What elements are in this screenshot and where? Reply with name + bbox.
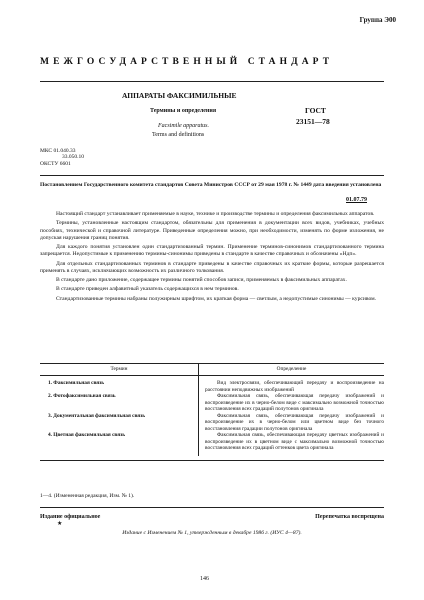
code-okstu: ОКСТУ 6601: [40, 160, 71, 167]
term-cell: 1. Факсимильная связь: [40, 376, 199, 394]
edition-label: Издание официальное: [40, 514, 101, 520]
divider: [40, 175, 384, 176]
definition-text: Факсимильная связь, обеспечивающая передачу изображений и воспроизведение их в черно-белом виде с максимально возможной точностью восстановления всех градаций полутонов оригинала: [205, 393, 384, 412]
column-header-definition: Определение: [199, 364, 385, 376]
code-mks-2: 33.050.10: [62, 154, 84, 161]
term-cell: 2. Фотофаксимильная связь: [40, 393, 199, 413]
column-header-term: Термин: [40, 364, 199, 376]
definition-text: Факсимильная связь, обеспечивающая передачу цветных изображений и воспроизведение их в цветном виде с максимально возможной точностью восстановления всех градаций оттенков цвета оригинала: [205, 432, 384, 451]
divider: [40, 81, 384, 82]
definition-cell: [199, 376, 385, 394]
divider: [40, 507, 384, 508]
definition-text: Вид электросвязи, обеспечивающий передачу и воспроизведение на расстоянии неподвижных изображений: [205, 380, 384, 393]
paragraph: Настоящий стандарт устанавливает применяемые в науке, технике и производстве термины и определения факсимильных аппаратов.: [56, 211, 375, 217]
table-bottom-rule: [40, 460, 384, 461]
paragraph: В стандарте дано приложение, содержащее термины понятий способов записи, применяемых в факсимильных аппаратах.: [56, 277, 347, 283]
table-row: [40, 393, 384, 413]
term-cell: 3. Документальная факсимильная связь: [40, 413, 199, 433]
body-text: [40, 211, 384, 305]
classification-codes: [40, 148, 84, 167]
changes-note: Издание с Изменением № 1, утвержденным в декабре 1986 г. (ИУС 4—87).: [122, 530, 302, 536]
terms-table: [40, 363, 384, 456]
table-row: [40, 376, 384, 394]
paragraph: В стандарте приведен алфавитный указатель содержащихся в нем терминов.: [56, 286, 239, 293]
term-cell: 4. Цветная факсимильная связь: [40, 432, 199, 456]
gost-label: ГОСТ: [305, 106, 326, 115]
effective-date: 01.07.79: [346, 197, 367, 203]
definition-text: Факсимильная связь, обеспечивающая передачу изображений и воспроизведение их в черно-белом или цветном виде без точного восстановления градации полутонов оригинала: [205, 412, 384, 432]
star-icon: ★: [57, 521, 63, 527]
english-subtitle: Terms and definitions: [152, 132, 205, 138]
table-row: [40, 413, 384, 433]
group-code: Группа Э00: [359, 16, 396, 24]
paragraph: Термины, установленные настоящим стандартом, обязательны для применения в документации всех видов, учебниках, учебных пособиях, технической и справочной литературе. Приведенные определения можно, при необходимости, изменять по форме изложения, не допуская нарушения границ понятия.: [40, 220, 384, 241]
paragraph: Для отдельных стандартизованных терминов в стандарте приведены в качестве справочных их краткие формы, которые разрешается применять в случаях, исключающих возможность их различного толкования.: [40, 260, 384, 274]
document-subtitle: Термины и определения: [150, 108, 217, 114]
decree-text: Постановлением Государственного комитета стандартов Совета Министров СССР от 29 мая 1978 г. № 1449 дата введения установлена: [40, 182, 382, 188]
paragraph: Стандартизованные термины набраны полужирным шрифтом, их краткая форма — светлым, а недопустимые синонимы — курсивом.: [56, 295, 377, 302]
page-number: 146: [200, 576, 209, 582]
document-title: АППАРАТЫ ФАКСИМИЛЬНЫЕ: [122, 91, 237, 100]
paragraph: Для каждого понятия установлен один стандартизованный термин. Применение терминов-синонимов стандартизованного термина запрещается. Недопустимые к применению термины-синонимы приведены в стандарте в качестве справочных и обозначены «Ндп».: [40, 244, 384, 258]
english-title: Facsimile apparatus.: [158, 123, 209, 129]
table-header-row: [40, 364, 384, 376]
gost-number: 23151—78: [296, 117, 330, 126]
interstate-standard-heading: МЕЖГОСУДАРСТВЕННЫЙ СТАНДАРТ: [40, 57, 334, 67]
table-row: [40, 432, 384, 456]
definition-cell: [199, 432, 385, 456]
definition-cell: [199, 393, 385, 413]
revision-note: 1—4. (Измененная редакция, Изм. № 1).: [40, 493, 135, 499]
definition-cell: [199, 413, 385, 433]
reprint-notice: Перепечатка воспрещена: [315, 514, 384, 520]
code-mks: МКС 01.040.33: [40, 148, 76, 154]
